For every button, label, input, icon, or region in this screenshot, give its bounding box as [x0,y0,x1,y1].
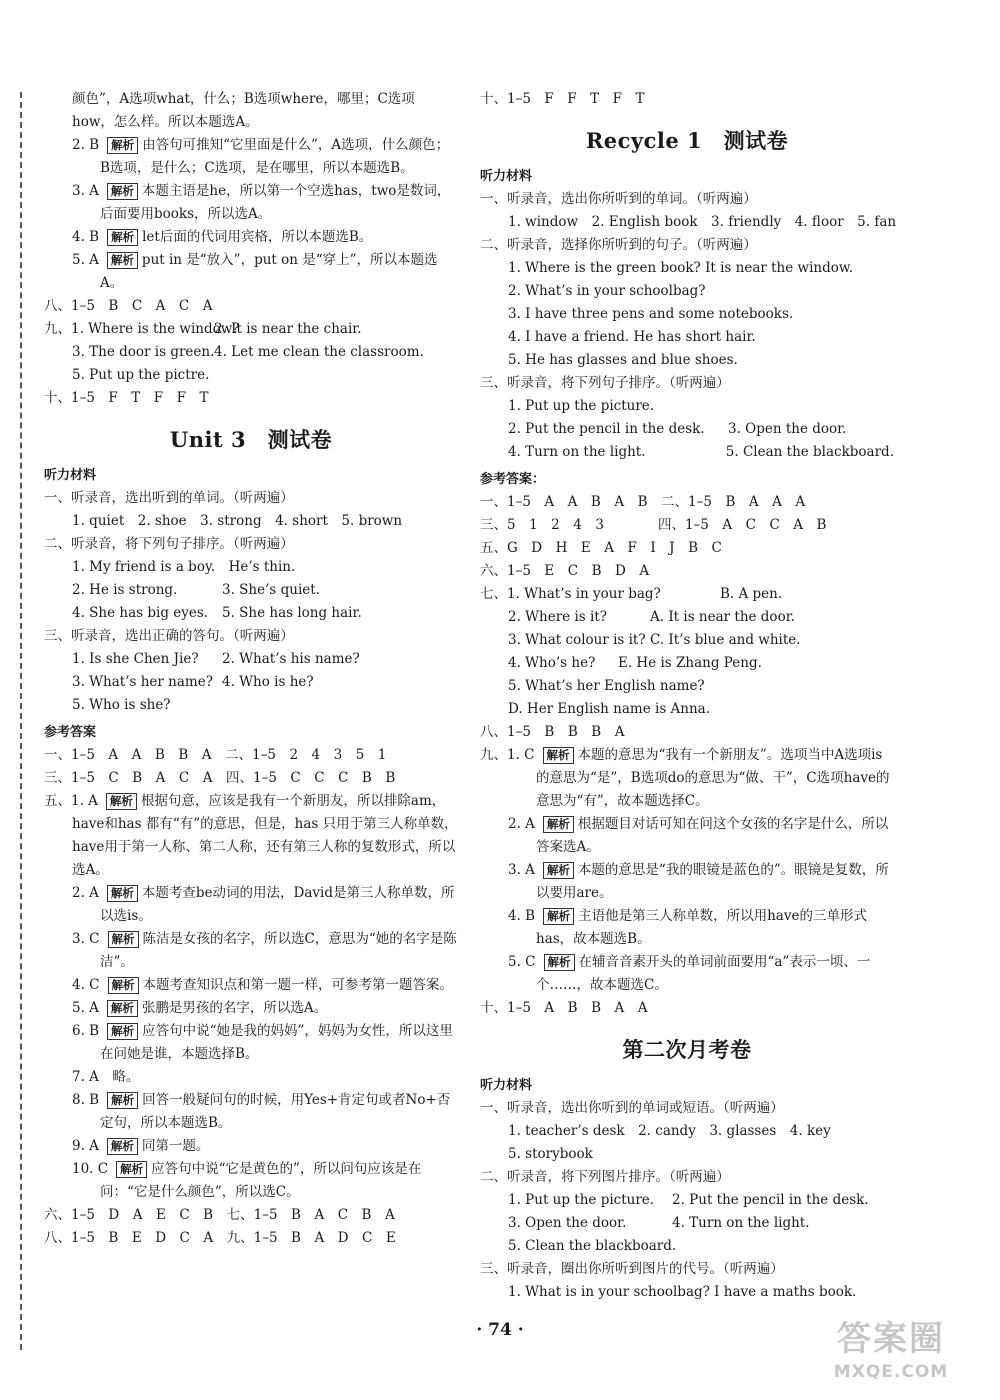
word-list: 1. window 2. English book 3. friendly 4. floor 5. fan [508,214,897,230]
question-line: 一、听录音，选出你听到的单词或短语。（听两遍） [480,1100,784,1116]
answer-line: 三、5 1 2 4 3 四、1–5 A C C A B [480,517,827,533]
answer-part: 3. The door is green. [72,344,215,360]
answer-line [480,652,894,675]
item-answer: 8. B [72,1092,100,1108]
analysis-item [44,997,458,1020]
listening-heading: 听力材料 [44,468,97,483]
answer-part: 2. Where is it? [508,609,607,625]
answer-line: 5. Put up the pictre. [72,367,210,383]
intro-line: how，怎么样。所以本题选A。 [72,114,259,130]
answer-line: 五、G D H E A F I J B C [480,540,722,556]
sentence-part: 5. She has long hair. [222,605,362,621]
analysis-item [480,905,894,951]
analysis-tag: 解析 [106,793,137,810]
analysis-item [44,1158,458,1204]
analysis-text: 同第一题。 [141,1138,210,1154]
sentence-part: 1. Put up the picture. [508,1192,655,1208]
answer-line [44,318,458,341]
answer-part: 九、1. Where is the window? [44,321,240,337]
sentence-part: 3. She’s quiet. [222,582,320,598]
question-line: 二、听录音，将下列句子排序。（听两遍） [44,536,294,552]
analysis-tag: 解析 [107,1000,138,1017]
analysis-item [480,744,894,813]
answer-line [44,341,458,364]
analysis-text: 根据题目对话可知在问这个女孩的名字是什么，所以答案选A。 [536,816,889,855]
left-column [44,88,458,1250]
analysis-tag: 解析 [544,954,575,971]
sentence-line [480,441,894,464]
answer-line: 十、1–5 F F T F T [480,91,645,107]
answer-line [480,606,894,629]
question-line: 三、听录音，将下列句子排序。（听两遍） [480,375,730,391]
analysis-text: 根据句意，应该是我有一个新朋友，所以排除am，have和has 都有“有”的意思，但是，has 只用于第三人称单数，have用于第一人称、第二人称，还有第三人称的复数形式，所以选A。 [72,793,458,878]
analysis-item [44,226,458,249]
answer-line: 六、1–5 D A E C B 七、1–5 B A C B A [44,1207,395,1223]
analysis-tag: 解析 [107,1023,138,1040]
answer-line: D. Her English name is Anna. [508,701,711,717]
analysis-tag: 解析 [107,183,138,200]
question-line: 一、听录音，选出你所听到的单词。（听两遍） [480,191,757,207]
item-answer: 2. A [72,885,99,901]
question-line: 二、听录音，选择你所听到的句子。（听两遍） [480,237,757,253]
answer-line: 十、1–5 A B B A A [480,1000,648,1016]
sentence-line: 1. What is in your schoolbag? I have a maths book. [508,1284,857,1300]
sentence-line [480,1212,894,1235]
sentence-line [44,648,458,671]
answer-part: 2. It is near the chair. [214,321,362,337]
analysis-item [44,1089,458,1135]
question-line: 二、听录音，将下列图片排序。（听两遍） [480,1169,730,1185]
question-line: 三、听录音，选出正确的答句。（听两遍） [44,628,294,644]
answer-part: E. He is Zhang Peng. [618,655,762,671]
item-answer: 6. B [72,1023,100,1039]
analysis-tag: 解析 [107,1138,138,1155]
analysis-text: 本题的意思为“我有一个新朋友”。选项当中A选项is的意思为“是”，B选项do的意思为“做、干”，C选项have的意思为“有”，故本题选择C。 [536,747,890,809]
analysis-item [44,1020,458,1066]
analysis-tag: 解析 [543,747,574,764]
answer-line: 三、1–5 C B A C A 四、1–5 C C C B B [44,770,396,786]
analysis-item [44,180,458,226]
sentence-part: 3. What’s her name? [72,674,213,690]
right-column [480,88,897,1304]
item-answer: 9. A [72,1138,99,1154]
intro-line: 颜色”，A选项what，什么；B选项where，哪里；C选项 [72,91,415,107]
answers-heading: 参考答案： [480,472,546,487]
sentence-part: 3. Open the door. [728,421,847,437]
answer-line [480,629,894,652]
sentence-part: 5. Clean the blackboard. [725,444,894,460]
word-list: 5. storybook [508,1146,593,1162]
answer-line: 十、1–5 F T F F T [44,390,209,406]
analysis-item [44,1066,458,1089]
analysis-item [44,1135,458,1158]
sentence-line: 1. Put up the picture. [508,398,655,414]
answer-part: 3. What colour is it? [508,632,646,648]
analysis-tag: 解析 [107,229,138,246]
analysis-item [44,790,458,882]
analysis-item [44,249,458,295]
answers-heading: 参考答案 [44,725,97,740]
analysis-item [480,951,894,997]
sentence-line [480,1189,894,1212]
word-list: 1. quiet 2. shoe 3. strong 4. short 5. brown [72,513,403,529]
sentence-part: 4. Turn on the light. [672,1215,810,1231]
word-list: 1. teacher’s desk 2. candy 3. glasses 4. key [508,1123,831,1139]
u3-analysis-list [44,790,458,1204]
analysis-tag: 解析 [108,931,139,948]
sentence-part: 2. He is strong. [72,582,178,598]
analysis-text: 张鹏是男孩的名字，所以选A。 [141,1000,328,1016]
analysis-tag: 解析 [108,977,139,994]
page-number: · 74 · [476,1320,524,1340]
analysis-text: 由答句可推知“它里面是什么”，A选项，什么颜色；B选项，是什么；C选项，是在哪里，所以本题选B。 [100,137,450,176]
recycle-analysis-list [480,744,894,997]
item-answer: 5. C [508,954,536,970]
item-answer: 3. C [72,931,100,947]
item-answer: 3. A [508,862,535,878]
analysis-text: 在辅音音素开头的单词前面要用“a”表示一顷、一个……，故本题选C。 [536,954,871,993]
answer-line: 八、1–5 B B B A [480,724,625,740]
q7-answer-list [44,134,458,295]
sentence-part: 2. What’s his name? [222,651,360,667]
item-answer: 2. A [508,816,535,832]
analysis-item [44,134,458,180]
sentence-line: 1. Where is the green book? It is near the window. [508,260,854,276]
analysis-text: 略。 [112,1069,140,1085]
sentence-line: 2. What’s in your schoolbag? [508,283,706,299]
analysis-tag: 解析 [543,816,574,833]
section-title-monthly-test: 第二次月考卷 [622,1037,752,1062]
sentence-part: 4. She has big eyes. [72,605,209,621]
answer-line: 八、1–5 B E D C A 九、1–5 B A D C E [44,1230,396,1246]
item-answer: 九、1. C [480,747,535,763]
item-answer: 4. B [72,229,100,245]
sentence-line: 5. Who is she? [72,697,171,713]
answer-part: 七、1. What’s in your bag? [480,586,661,602]
question-line: 三、听录音，圈出你所听到图片的代号。（听两遍） [480,1261,784,1277]
item-answer: 3. A [72,183,99,199]
answer-part: C. It’s blue and white. [650,632,801,648]
analysis-tag: 解析 [543,908,574,925]
watermark-text: 答案圈 [837,1319,945,1359]
watermark-logo [798,1318,984,1390]
answer-part: 4. Who’s he? [508,655,596,671]
sentence-line [44,579,458,602]
analysis-item [44,882,458,928]
analysis-text: 应答句中说“它是黄色的”，所以问句应该是在问：“它是什么颜色”，所以选C。 [100,1161,422,1200]
item-answer: 五、1. A [44,793,98,809]
sentence-part: 4. Who is he? [222,674,314,690]
analysis-text: let后面的代词用宾格，所以本题选B。 [142,229,373,245]
sentence-part: 4. Turn on the light. [508,444,646,460]
sentence-list [480,257,894,372]
sentence-line: 3. I have three pens and some notebooks. [508,306,794,322]
sentence-line [480,418,894,441]
answer-part: A. It is near the door. [650,609,795,625]
analysis-text: 主语他是第三人称单数，所以用have的三单形式has，故本题选B。 [536,908,867,947]
sentence-part: 3. Open the door. [508,1215,627,1231]
sentence-part: 1. Is she Chen Jie? [72,651,199,667]
analysis-text: 本题考查be动词的用法，David是第三人称单数，所以选is。 [100,885,455,924]
item-answer: 5. A [72,1000,99,1016]
answer-line: 六、1–5 E C B D A [480,563,650,579]
analysis-item [44,928,458,974]
analysis-text: 本题的意思是“我的眼镜是蓝色的”。眼镜是复数，所以要用are。 [536,862,889,901]
analysis-text: put in 是“放入”，put on 是“穿上”，所以本题选A。 [100,252,438,291]
item-answer: 4. B [508,908,536,924]
analysis-text: 本题考查知识点和第一题一样，可参考第一题答案。 [142,977,454,993]
answer-part: 4. Let me clean the classroom. [214,344,424,360]
sentence-line [44,671,458,694]
listening-heading: 听力材料 [480,1078,533,1093]
listening-heading: 听力材料 [480,169,533,184]
item-answer: 7. A [72,1069,99,1085]
item-answer: 5. A [72,252,99,268]
watermark-url: MXQE.COM [833,1362,949,1382]
analysis-tag: 解析 [543,862,574,879]
analysis-tag: 解析 [107,252,138,269]
item-answer: 4. C [72,977,100,993]
analysis-tag: 解析 [107,137,138,154]
item-answer: 10. C [72,1161,109,1177]
question-line: 一、听录音，选出听到的单词。（听两遍） [44,490,294,506]
answer-part: B. A pen. [720,586,783,602]
analysis-item [480,859,894,905]
answer-line: 一、1–5 A A B A B 二、1–5 B A A A [480,494,806,510]
answer-line [480,583,894,606]
sentence-line [44,602,458,625]
sentence-line: 4. I have a friend. He has short hair. [508,329,756,345]
sentence-part: 2. Put the pencil in the desk. [508,421,705,437]
analysis-tag: 解析 [107,1092,138,1109]
analysis-item [44,974,458,997]
answer-line: 一、1–5 A A B B A 二、1–5 2 4 3 5 1 [44,747,387,763]
dashed-margin-rule [20,92,22,1350]
analysis-tag: 解析 [107,885,138,902]
sentence-line: 5. Clean the blackboard. [508,1238,677,1254]
analysis-item [480,813,894,859]
analysis-text: 本题主语是he，所以第一个空选has，two是数词，后面要用books，所以选A。 [100,183,451,222]
analysis-tag: 解析 [116,1161,147,1178]
analysis-text: 陈洁是女孩的名字，所以选C，意思为“她的名字是陈洁”。 [100,931,457,970]
sentence-part: 2. Put the pencil in the desk. [672,1192,869,1208]
section-title-recycle1: Recycle 1 测试卷 [585,128,789,153]
section-title-unit3: Unit 3 测试卷 [169,427,333,452]
item-answer: 2. B [72,137,100,153]
answer-line: 5. What’s her English name? [508,678,705,694]
analysis-text: 回答一般疑问句的时候，用Yes+肯定句或者No+否定句，所以本题选B。 [100,1092,451,1131]
sentence-line: 5. He has glasses and blue shoes. [508,352,738,368]
sentence-line: 1. My friend is a boy. He’s thin. [72,559,296,575]
answer-line: 八、1–5 B C A C A [44,298,213,314]
analysis-text: 应答句中说“她是我的妈妈”，妈妈为女性，所以这里在问她是谁，本题选择B。 [100,1023,453,1062]
